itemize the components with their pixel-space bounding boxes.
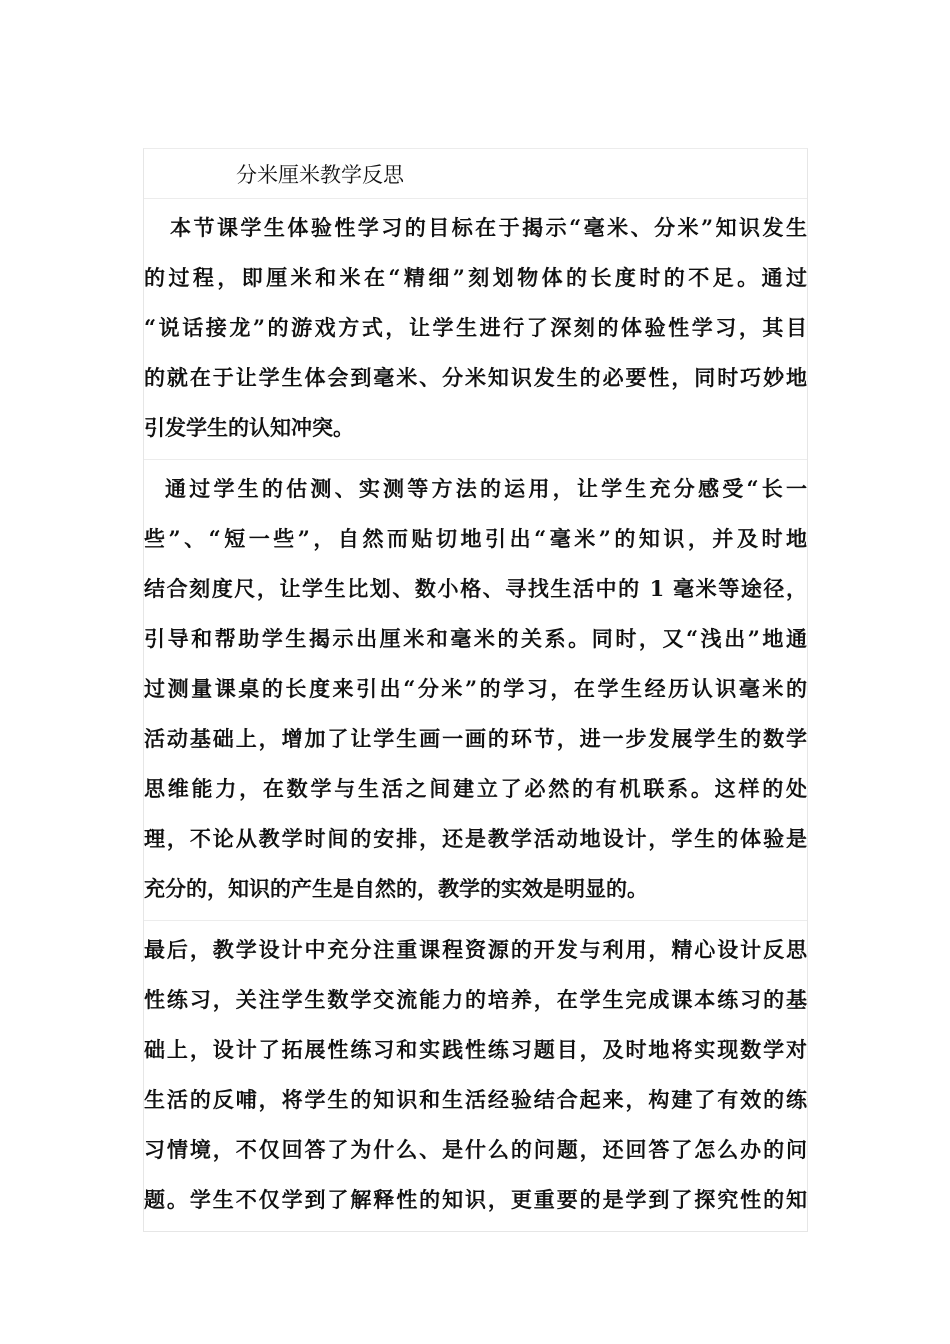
paragraph-line: 思维能力，在数学与生活之间建立了必然的有机联系。这样的处 <box>144 776 807 801</box>
paragraph-line: 生活的反哺，将学生的知识和生活经验结合起来，构建了有效的练 <box>144 1087 807 1112</box>
paragraph-line: 引导和帮助学生揭示出厘米和毫米的关系。同时，又“浅出”地通 <box>144 626 807 651</box>
paragraph-line: 理，不论从教学时间的安排，还是教学活动地设计，学生的体验是 <box>144 826 807 851</box>
paragraph-3 <box>144 921 807 1232</box>
paragraph-line: 活动基础上，增加了让学生画一画的环节，进一步发展学生的数学 <box>144 726 807 751</box>
paragraph-line: 引发学生的认知冲突。 <box>144 415 354 440</box>
paragraph-line: 充分的，知识的产生是自然的，教学的实效是明显的。 <box>144 876 648 901</box>
paragraph-line: 结合刻度尺，让学生比划、数小格、寻找生活中的 1 毫米等途径， <box>144 576 807 601</box>
paragraph-line: 最后，教学设计中充分注重课程资源的开发与利用，精心设计反思 <box>144 937 807 962</box>
paragraph-line: 题。学生不仅学到了解释性的知识，更重要的是学到了探究性的知 <box>144 1187 807 1212</box>
paragraph-line: 本节课学生体验性学习的目标在于揭示“毫米、分米”知识发生 <box>170 215 807 240</box>
paragraph-line: “说话接龙”的游戏方式，让学生进行了深刻的体验性学习，其目 <box>144 315 807 340</box>
paragraph-line: 过测量课桌的长度来引出“分米”的学习，在学生经历认识毫米的 <box>144 676 807 701</box>
paragraph-1 <box>144 199 807 460</box>
paragraph-line: 性练习，关注学生数学交流能力的培养，在学生完成课本练习的基 <box>144 987 807 1012</box>
document-table <box>143 148 808 1232</box>
paragraph-line: 础上，设计了拓展性练习和实践性练习题目，及时地将实现数学对 <box>144 1037 807 1062</box>
document-title: 分米厘米教学反思 <box>144 149 807 199</box>
paragraph-line: 些”、“短一些”，自然而贴切地引出“毫米”的知识，并及时地 <box>144 526 807 551</box>
paragraph-line: 通过学生的估测、实测等方法的运用，让学生充分感受“长一 <box>165 476 807 501</box>
paragraph-2 <box>144 460 807 921</box>
paragraph-line: 的过程，即厘米和米在“精细”刻划物体的长度时的不足。通过 <box>144 265 807 290</box>
paragraph-line: 习情境，不仅回答了为什么、是什么的问题，还回答了怎么办的问 <box>144 1137 807 1162</box>
paragraph-line: 的就在于让学生体会到毫米、分米知识发生的必要性，同时巧妙地 <box>144 365 807 390</box>
